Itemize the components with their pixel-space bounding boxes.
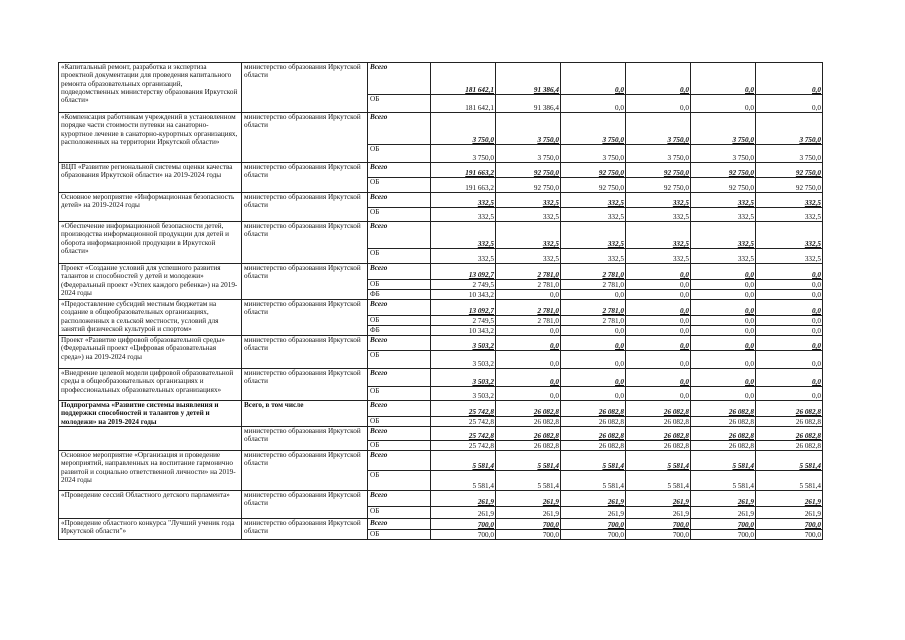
table-row <box>59 63 823 95</box>
amount-cell: 261,9 <box>561 491 626 507</box>
amount-cell: 332,5 <box>496 222 561 249</box>
amount-cell: 26 082,8 <box>561 401 626 417</box>
amount-cell: 0,0 <box>626 63 691 95</box>
amount-cell: 181 642,1 <box>431 63 496 95</box>
item-name-cell: ВЦП «Развитие региональной системы оценки качества образования Иркутской области» на 2019-2024 годы <box>59 163 242 193</box>
amount-cell: 0,0 <box>626 351 691 369</box>
amount-cell: 3 503,2 <box>431 387 496 401</box>
amount-cell: 261,9 <box>691 491 756 507</box>
amount-cell: 3 750,0 <box>756 145 823 163</box>
funding-source-cell: Всего <box>368 451 431 471</box>
amount-cell: 700,0 <box>496 519 561 530</box>
item-name-cell: Подпрограмма «Развитие системы выявления и поддержки способностей и талантов у детей и молодежи» на 2019-2024 годы <box>59 401 242 427</box>
amount-cell: 0,0 <box>756 387 823 401</box>
amount-cell: 332,5 <box>691 222 756 249</box>
amount-cell: 26 082,8 <box>561 427 626 441</box>
amount-cell: 3 750,0 <box>431 113 496 145</box>
amount-cell: 191 663,2 <box>431 163 496 178</box>
amount-cell: 0,0 <box>691 280 756 290</box>
amount-cell: 332,5 <box>561 193 626 208</box>
amount-cell: 0,0 <box>496 387 561 401</box>
amount-cell: 2 781,0 <box>496 316 561 326</box>
amount-cell: 91 386,4 <box>496 95 561 113</box>
amount-cell: 3 750,0 <box>496 113 561 145</box>
amount-cell: 26 082,8 <box>756 427 823 441</box>
funding-source-cell: ФБ <box>368 290 431 300</box>
responsible-executor-cell: министерство образования Иркутской области <box>242 427 368 451</box>
responsible-executor-cell: министерство образования Иркутской области <box>242 519 368 540</box>
amount-cell: 2 781,0 <box>561 300 626 316</box>
amount-cell: 2 781,0 <box>496 300 561 316</box>
responsible-executor-cell: министерство образования Иркутской области <box>242 264 368 300</box>
funding-source-cell: ОБ <box>368 351 431 369</box>
funding-source-cell: Всего <box>368 300 431 316</box>
funding-source-cell: ОБ <box>368 145 431 163</box>
item-name-cell: «Проведение областного конкурса "Лучший ученик года Иркутской области"» <box>59 519 242 540</box>
table-row <box>59 193 823 208</box>
budget-table <box>58 62 823 540</box>
amount-cell: 0,0 <box>691 290 756 300</box>
amount-cell: 92 750,0 <box>756 163 823 178</box>
table-row <box>59 451 823 471</box>
amount-cell: 92 750,0 <box>691 178 756 193</box>
amount-cell: 0,0 <box>756 316 823 326</box>
amount-cell: 0,0 <box>756 95 823 113</box>
item-name-cell: «Компенсация работникам учреждений в установленном порядке части стоимости путевки на санаторно-курортное лечение в санаторно-курортных организациях, расположенных на территории Иркутской области» <box>59 113 242 163</box>
amount-cell: 0,0 <box>691 387 756 401</box>
amount-cell: 0,0 <box>496 290 561 300</box>
amount-cell: 0,0 <box>561 351 626 369</box>
table-row <box>59 519 823 530</box>
funding-source-cell: Всего <box>368 63 431 95</box>
table-row <box>59 427 823 441</box>
amount-cell: 0,0 <box>756 326 823 336</box>
responsible-executor-cell: министерство образования Иркутской области <box>242 113 368 163</box>
responsible-executor-cell: Всего, в том числе <box>242 401 368 427</box>
amount-cell: 0,0 <box>691 326 756 336</box>
funding-source-cell: Всего <box>368 222 431 249</box>
amount-cell: 26 082,8 <box>626 401 691 417</box>
amount-cell: 332,5 <box>756 222 823 249</box>
amount-cell: 26 082,8 <box>496 417 561 427</box>
responsible-executor-cell: министерство образования Иркутской области <box>242 222 368 264</box>
amount-cell: 5 581,4 <box>756 471 823 491</box>
amount-cell: 26 082,8 <box>626 417 691 427</box>
funding-source-cell: ОБ <box>368 178 431 193</box>
item-name-cell: Основное мероприятие «Организация и проведение мероприятий, направленных на воспитание гармонично развитой и социально ответственной личности» на 2019-2024 годы <box>59 451 242 491</box>
amount-cell: 26 082,8 <box>756 441 823 451</box>
funding-source-cell: Всего <box>368 401 431 417</box>
amount-cell: 5 581,4 <box>756 451 823 471</box>
funding-source-cell: Всего <box>368 113 431 145</box>
amount-cell: 26 082,8 <box>561 441 626 451</box>
amount-cell: 3 750,0 <box>561 145 626 163</box>
amount-cell: 92 750,0 <box>561 163 626 178</box>
amount-cell: 700,0 <box>756 530 823 540</box>
table-row <box>59 163 823 178</box>
amount-cell: 700,0 <box>431 519 496 530</box>
amount-cell: 25 742,8 <box>431 401 496 417</box>
amount-cell: 332,5 <box>431 193 496 208</box>
responsible-executor-cell: министерство образования Иркутской области <box>242 63 368 113</box>
amount-cell: 3 750,0 <box>691 113 756 145</box>
funding-source-cell: Всего <box>368 427 431 441</box>
funding-source-cell: Всего <box>368 369 431 387</box>
funding-source-cell: ОБ <box>368 471 431 491</box>
amount-cell: 332,5 <box>431 249 496 264</box>
amount-cell: 332,5 <box>756 249 823 264</box>
funding-source-cell: Всего <box>368 193 431 208</box>
table-row <box>59 369 823 387</box>
responsible-executor-cell: министерство образования Иркутской области <box>242 300 368 336</box>
funding-source-cell: ОБ <box>368 387 431 401</box>
amount-cell: 0,0 <box>756 300 823 316</box>
amount-cell: 92 750,0 <box>626 163 691 178</box>
amount-cell: 261,9 <box>561 507 626 519</box>
funding-source-cell: Всего <box>368 491 431 507</box>
amount-cell: 332,5 <box>561 249 626 264</box>
amount-cell: 5 581,4 <box>691 471 756 491</box>
amount-cell: 2 749,5 <box>431 280 496 290</box>
amount-cell: 3 750,0 <box>626 113 691 145</box>
amount-cell: 0,0 <box>691 264 756 280</box>
amount-cell: 0,0 <box>691 63 756 95</box>
amount-cell: 10 343,2 <box>431 326 496 336</box>
amount-cell: 700,0 <box>561 530 626 540</box>
funding-source-cell: Всего <box>368 336 431 351</box>
amount-cell: 26 082,8 <box>626 441 691 451</box>
amount-cell: 332,5 <box>561 222 626 249</box>
amount-cell: 261,9 <box>756 491 823 507</box>
responsible-executor-cell: министерство образования Иркутской области <box>242 451 368 491</box>
amount-cell: 0,0 <box>626 326 691 336</box>
amount-cell: 332,5 <box>431 222 496 249</box>
amount-cell: 0,0 <box>626 280 691 290</box>
amount-cell: 332,5 <box>561 208 626 222</box>
amount-cell: 0,0 <box>691 316 756 326</box>
amount-cell: 261,9 <box>626 507 691 519</box>
budget-table-sheet <box>58 62 823 540</box>
amount-cell: 0,0 <box>561 387 626 401</box>
amount-cell: 0,0 <box>691 336 756 351</box>
amount-cell: 332,5 <box>691 249 756 264</box>
amount-cell: 0,0 <box>626 290 691 300</box>
amount-cell: 3 750,0 <box>691 145 756 163</box>
amount-cell: 25 742,8 <box>431 441 496 451</box>
amount-cell: 261,9 <box>626 491 691 507</box>
funding-source-cell: ОБ <box>368 316 431 326</box>
responsible-executor-cell: министерство образования Иркутской области <box>242 491 368 519</box>
amount-cell: 261,9 <box>431 507 496 519</box>
amount-cell: 13 092,7 <box>431 264 496 280</box>
funding-source-cell: ОБ <box>368 280 431 290</box>
amount-cell: 0,0 <box>626 316 691 326</box>
funding-source-cell: ОБ <box>368 208 431 222</box>
amount-cell: 91 386,4 <box>496 63 561 95</box>
amount-cell: 0,0 <box>496 369 561 387</box>
amount-cell: 5 581,4 <box>691 451 756 471</box>
amount-cell: 0,0 <box>626 95 691 113</box>
amount-cell: 92 750,0 <box>626 178 691 193</box>
amount-cell: 0,0 <box>756 264 823 280</box>
responsible-executor-cell: министерство образования Иркутской области <box>242 163 368 193</box>
item-name-cell: Проект «Развитие цифровой образовательной среды» (Федеральный проект «Цифровая образовательная среда») на 2019-2024 годы <box>59 336 242 369</box>
amount-cell: 26 082,8 <box>691 441 756 451</box>
funding-source-cell: ОБ <box>368 507 431 519</box>
responsible-executor-cell: министерство образования Иркутской области <box>242 369 368 401</box>
funding-source-cell: ОБ <box>368 441 431 451</box>
amount-cell: 5 581,4 <box>431 451 496 471</box>
amount-cell: 3 750,0 <box>431 145 496 163</box>
item-name-cell: «Проведение сессий Областного детского парламента» <box>59 491 242 519</box>
amount-cell: 700,0 <box>561 519 626 530</box>
amount-cell: 2 781,0 <box>496 280 561 290</box>
amount-cell: 2 749,5 <box>431 316 496 326</box>
amount-cell: 3 750,0 <box>561 113 626 145</box>
funding-source-cell: ОБ <box>368 249 431 264</box>
amount-cell: 5 581,4 <box>626 451 691 471</box>
responsible-executor-cell: министерство образования Иркутской области <box>242 193 368 222</box>
amount-cell: 261,9 <box>691 507 756 519</box>
table-row <box>59 401 823 417</box>
amount-cell: 3 503,2 <box>431 351 496 369</box>
amount-cell: 0,0 <box>496 326 561 336</box>
amount-cell: 5 581,4 <box>626 471 691 491</box>
amount-cell: 261,9 <box>431 491 496 507</box>
amount-cell: 5 581,4 <box>496 451 561 471</box>
amount-cell: 5 581,4 <box>496 471 561 491</box>
amount-cell: 0,0 <box>756 280 823 290</box>
funding-source-cell: Всего <box>368 264 431 280</box>
amount-cell: 0,0 <box>496 351 561 369</box>
amount-cell: 0,0 <box>626 369 691 387</box>
amount-cell: 0,0 <box>756 336 823 351</box>
item-name-cell: «Капитальный ремонт, разработка и экспертиза проектной документации для проведения капитального ремонта образовательных организаций, подведомственных министерству образования Иркутской области» <box>59 63 242 113</box>
item-name-cell: Основное мероприятие «Информационная безопасность детей» на 2019-2024 годы <box>59 193 242 222</box>
amount-cell: 191 663,2 <box>431 178 496 193</box>
item-name-cell <box>59 427 242 451</box>
amount-cell: 5 581,4 <box>561 471 626 491</box>
amount-cell: 700,0 <box>626 519 691 530</box>
amount-cell: 3 750,0 <box>496 145 561 163</box>
amount-cell: 332,5 <box>626 249 691 264</box>
amount-cell: 332,5 <box>756 208 823 222</box>
amount-cell: 0,0 <box>626 387 691 401</box>
amount-cell: 0,0 <box>756 63 823 95</box>
amount-cell: 0,0 <box>756 351 823 369</box>
responsible-executor-cell: министерство образования Иркутской области <box>242 336 368 369</box>
amount-cell: 700,0 <box>691 519 756 530</box>
amount-cell: 0,0 <box>561 369 626 387</box>
amount-cell: 0,0 <box>561 326 626 336</box>
amount-cell: 92 750,0 <box>496 178 561 193</box>
amount-cell: 332,5 <box>756 193 823 208</box>
amount-cell: 3 503,2 <box>431 369 496 387</box>
amount-cell: 26 082,8 <box>496 401 561 417</box>
amount-cell: 92 750,0 <box>561 178 626 193</box>
amount-cell: 13 092,7 <box>431 300 496 316</box>
amount-cell: 26 082,8 <box>561 417 626 427</box>
amount-cell: 700,0 <box>496 530 561 540</box>
amount-cell: 0,0 <box>691 95 756 113</box>
amount-cell: 0,0 <box>691 300 756 316</box>
amount-cell: 332,5 <box>626 193 691 208</box>
funding-source-cell: Всего <box>368 163 431 178</box>
funding-source-cell: ОБ <box>368 417 431 427</box>
amount-cell: 26 082,8 <box>626 427 691 441</box>
table-row <box>59 222 823 249</box>
amount-cell: 332,5 <box>496 208 561 222</box>
amount-cell: 26 082,8 <box>691 417 756 427</box>
amount-cell: 332,5 <box>431 208 496 222</box>
amount-cell: 0,0 <box>626 336 691 351</box>
item-name-cell: «Обеспечение информационной безопасности детей, производства информационной продукции для детей и оборота информационной продукции в Иркутской области» <box>59 222 242 264</box>
amount-cell: 10 343,2 <box>431 290 496 300</box>
item-name-cell: «Внедрение целевой модели цифровой образовательной среды в общеобразовательных организациях и профессиональных образовательных организациях» <box>59 369 242 401</box>
amount-cell: 5 581,4 <box>431 471 496 491</box>
table-row <box>59 300 823 316</box>
amount-cell: 92 750,0 <box>496 163 561 178</box>
amount-cell: 332,5 <box>691 208 756 222</box>
amount-cell: 26 082,8 <box>756 417 823 427</box>
amount-cell: 261,9 <box>496 507 561 519</box>
amount-cell: 26 082,8 <box>756 401 823 417</box>
amount-cell: 0,0 <box>561 336 626 351</box>
amount-cell: 0,0 <box>496 336 561 351</box>
amount-cell: 0,0 <box>691 369 756 387</box>
amount-cell: 0,0 <box>691 351 756 369</box>
amount-cell: 26 082,8 <box>496 441 561 451</box>
amount-cell: 0,0 <box>626 264 691 280</box>
amount-cell: 700,0 <box>756 519 823 530</box>
amount-cell: 92 750,0 <box>756 178 823 193</box>
amount-cell: 26 082,8 <box>691 427 756 441</box>
amount-cell: 332,5 <box>496 249 561 264</box>
amount-cell: 0,0 <box>561 290 626 300</box>
amount-cell: 2 781,0 <box>561 280 626 290</box>
funding-source-cell: ФБ <box>368 326 431 336</box>
table-row <box>59 336 823 351</box>
amount-cell: 25 742,8 <box>431 427 496 441</box>
amount-cell: 26 082,8 <box>691 401 756 417</box>
table-row <box>59 491 823 507</box>
funding-source-cell: ОБ <box>368 530 431 540</box>
amount-cell: 2 781,0 <box>561 316 626 326</box>
amount-cell: 0,0 <box>626 300 691 316</box>
amount-cell: 700,0 <box>431 530 496 540</box>
amount-cell: 332,5 <box>626 208 691 222</box>
amount-cell: 332,5 <box>496 193 561 208</box>
table-row <box>59 113 823 145</box>
amount-cell: 261,9 <box>756 507 823 519</box>
amount-cell: 181 642,1 <box>431 95 496 113</box>
item-name-cell: Проект «Создание условий для успешного развития талантов и способностей у детей и молодежи» (Федеральный проект «Успех каждого ребенка») на 2019-2024 годы <box>59 264 242 300</box>
amount-cell: 25 742,8 <box>431 417 496 427</box>
table-row <box>59 264 823 280</box>
amount-cell: 0,0 <box>561 63 626 95</box>
item-name-cell: «Предоставление субсидий местным бюджетам на создание в общеобразовательных организациях, расположенных в сельской местности, условий для занятий физической культурой и спортом» <box>59 300 242 336</box>
amount-cell: 26 082,8 <box>496 427 561 441</box>
amount-cell: 5 581,4 <box>561 451 626 471</box>
amount-cell: 2 781,0 <box>496 264 561 280</box>
amount-cell: 332,5 <box>691 193 756 208</box>
amount-cell: 700,0 <box>691 530 756 540</box>
amount-cell: 3 503,2 <box>431 336 496 351</box>
funding-source-cell: Всего <box>368 519 431 530</box>
amount-cell: 92 750,0 <box>691 163 756 178</box>
amount-cell: 700,0 <box>626 530 691 540</box>
amount-cell: 3 750,0 <box>626 145 691 163</box>
amount-cell: 0,0 <box>561 95 626 113</box>
amount-cell: 3 750,0 <box>756 113 823 145</box>
amount-cell: 332,5 <box>626 222 691 249</box>
amount-cell: 261,9 <box>496 491 561 507</box>
amount-cell: 0,0 <box>756 369 823 387</box>
funding-source-cell: ОБ <box>368 95 431 113</box>
amount-cell: 2 781,0 <box>561 264 626 280</box>
amount-cell: 0,0 <box>756 290 823 300</box>
